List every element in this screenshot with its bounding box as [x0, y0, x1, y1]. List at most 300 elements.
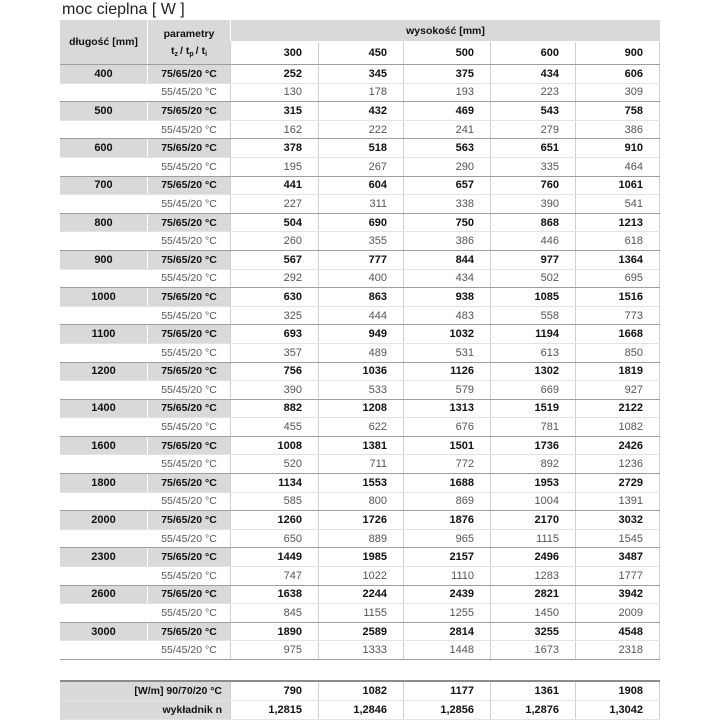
summary-table [60, 680, 660, 720]
value-cell: 1777 [575, 567, 660, 585]
param-cell: 75/65/20 °C [148, 214, 230, 232]
value-cell: 650 [230, 530, 318, 548]
length-cell: 1400 [60, 400, 148, 418]
value-cell: 223 [490, 84, 575, 102]
length-cell: 800 [60, 214, 148, 232]
value-cell: 2122 [575, 400, 660, 418]
value-cell: 772 [403, 455, 490, 473]
table-row-55-45-20 [60, 121, 660, 139]
value-cell: 1134 [230, 474, 318, 492]
value-cell: 1876 [403, 511, 490, 529]
value-cell: 386 [403, 232, 490, 250]
height-header-450: 450 [318, 42, 403, 64]
value-cell: 2439 [403, 586, 490, 604]
length-cell-empty [60, 604, 148, 622]
param-cell: 55/45/20 °C [161, 495, 217, 508]
value-cell: 927 [575, 381, 660, 399]
value-cell: 1391 [575, 493, 660, 511]
value-cell: 1110 [403, 567, 490, 585]
value-cell: 869 [403, 493, 490, 511]
value-cell: 2009 [575, 604, 660, 622]
table-row-group [60, 213, 660, 250]
value-cell: 579 [403, 381, 490, 399]
value-cell: 613 [490, 344, 575, 362]
table-row-55-45-20 [60, 530, 660, 548]
value-cell: 338 [403, 195, 490, 213]
summary-value-cell: 1908 [575, 682, 660, 700]
param-cell: 55/45/20 °C [161, 383, 217, 396]
value-cell: 315 [230, 102, 318, 120]
value-cell: 518 [318, 139, 403, 157]
value-cell: 441 [230, 177, 318, 195]
table-row-group [60, 622, 660, 659]
param-cell: 75/65/20 °C [148, 511, 230, 529]
value-cell: 260 [230, 232, 318, 250]
summary-label: wykładnik n [60, 701, 230, 719]
table-row-group [60, 510, 660, 547]
table-row-75-65-20 [60, 474, 660, 493]
value-cell: 3942 [575, 586, 660, 604]
value-cell: 4548 [575, 623, 660, 641]
length-cell-empty [60, 641, 148, 659]
value-cell: 2821 [490, 586, 575, 604]
table-row-55-45-20 [60, 567, 660, 585]
param-cell: 75/65/20 °C [148, 177, 230, 195]
param-symbol: t [185, 44, 190, 57]
value-cell: 1302 [490, 363, 575, 381]
table-row-group [60, 101, 660, 138]
param-header [148, 20, 230, 64]
length-cell-empty [60, 381, 148, 399]
value-cell: 533 [318, 381, 403, 399]
value-cell: 1283 [490, 567, 575, 585]
length-cell-empty [60, 418, 148, 436]
value-cell: 2496 [490, 548, 575, 566]
value-cell: 690 [318, 214, 403, 232]
param-header-label: parametry [163, 27, 215, 40]
table-row-group [60, 250, 660, 287]
value-cell: 483 [403, 307, 490, 325]
value-cell: 3487 [575, 548, 660, 566]
value-cell: 758 [575, 102, 660, 120]
value-cell: 1553 [318, 474, 403, 492]
value-cell: 195 [230, 158, 318, 176]
value-cell: 193 [403, 84, 490, 102]
length-cell-empty [60, 270, 148, 288]
value-cell: 1194 [490, 325, 575, 343]
value-cell: 434 [403, 270, 490, 288]
table-row-55-45-20 [60, 84, 660, 102]
value-cell: 882 [230, 400, 318, 418]
value-cell: 622 [318, 418, 403, 436]
table-row-75-65-20 [60, 288, 660, 307]
value-cell: 1313 [403, 400, 490, 418]
table-row-75-65-20 [60, 623, 660, 642]
param-cell: 55/45/20 °C [161, 235, 217, 248]
value-cell: 355 [318, 232, 403, 250]
param-sub-i: i [205, 50, 208, 58]
value-cell: 2244 [318, 586, 403, 604]
value-cell: 444 [318, 307, 403, 325]
value-cell: 290 [403, 158, 490, 176]
value-cell: 390 [230, 381, 318, 399]
param-cell: 55/45/20 °C [161, 644, 217, 657]
value-cell: 781 [490, 418, 575, 436]
table-row-75-65-20 [60, 586, 660, 605]
value-cell: 1115 [490, 530, 575, 548]
param-cell: 75/65/20 °C [148, 325, 230, 343]
value-cell: 309 [575, 84, 660, 102]
value-cell: 1260 [230, 511, 318, 529]
value-cell: 567 [230, 251, 318, 269]
value-cell: 1545 [575, 530, 660, 548]
value-cell: 130 [230, 84, 318, 102]
param-cell: 75/65/20 °C [148, 363, 230, 381]
length-cell-empty [60, 307, 148, 325]
table-row-75-65-20 [60, 177, 660, 196]
value-cell: 2157 [403, 548, 490, 566]
param-cell: 55/45/20 °C [161, 421, 217, 434]
value-cell: 1022 [318, 567, 403, 585]
param-cell: 75/65/20 °C [148, 474, 230, 492]
value-cell: 541 [575, 195, 660, 213]
table-row-75-65-20 [60, 251, 660, 270]
height-header: wysokość [mm] [230, 20, 660, 42]
table-row-75-65-20 [60, 437, 660, 456]
param-symbol: t [201, 44, 206, 57]
length-cell: 700 [60, 177, 148, 195]
value-cell: 845 [230, 604, 318, 622]
value-cell: 800 [318, 493, 403, 511]
value-cell: 345 [318, 65, 403, 83]
table-row-55-45-20 [60, 158, 660, 176]
value-cell: 868 [490, 214, 575, 232]
table-row-group [60, 399, 660, 436]
value-cell: 693 [230, 325, 318, 343]
param-cell: 75/65/20 °C [148, 548, 230, 566]
table-row-75-65-20 [60, 548, 660, 567]
value-cell: 1519 [490, 400, 575, 418]
value-cell: 938 [403, 288, 490, 306]
value-cell: 1061 [575, 177, 660, 195]
value-cell: 844 [403, 251, 490, 269]
length-cell: 1600 [60, 437, 148, 455]
param-cell: 75/65/20 °C [148, 437, 230, 455]
value-cell: 1688 [403, 474, 490, 492]
param-cell: 55/45/20 °C [161, 86, 217, 99]
table-body [60, 64, 660, 660]
value-cell: 1516 [575, 288, 660, 306]
value-cell: 1333 [318, 641, 403, 659]
value-cell: 1985 [318, 548, 403, 566]
value-cell: 1155 [318, 604, 403, 622]
value-cell: 1032 [403, 325, 490, 343]
param-cell: 55/45/20 °C [161, 569, 217, 582]
value-cell: 965 [403, 530, 490, 548]
value-cell: 630 [230, 288, 318, 306]
param-cell: 75/65/20 °C [148, 288, 230, 306]
param-cell: 55/45/20 °C [161, 607, 217, 620]
table-row-group [60, 362, 660, 399]
value-cell: 563 [403, 139, 490, 157]
value-cell: 267 [318, 158, 403, 176]
length-header: długość [mm] [60, 20, 148, 64]
param-separator: / [179, 44, 183, 57]
table-row-group [60, 585, 660, 622]
value-cell: 1082 [575, 418, 660, 436]
value-cell: 1819 [575, 363, 660, 381]
value-cell: 889 [318, 530, 403, 548]
length-cell: 2300 [60, 548, 148, 566]
value-cell: 1213 [575, 214, 660, 232]
value-cell: 949 [318, 325, 403, 343]
param-cell: 55/45/20 °C [161, 160, 217, 173]
length-cell: 1100 [60, 325, 148, 343]
value-cell: 1085 [490, 288, 575, 306]
length-cell: 600 [60, 139, 148, 157]
value-cell: 585 [230, 493, 318, 511]
table-row-55-45-20 [60, 195, 660, 213]
value-cell: 292 [230, 270, 318, 288]
summary-value-cell: 1,2876 [490, 701, 575, 719]
summary-value-cell: 1,3042 [575, 701, 660, 719]
table-row-group [60, 287, 660, 324]
length-cell-empty [60, 195, 148, 213]
table-row-55-45-20 [60, 270, 660, 288]
value-cell: 2426 [575, 437, 660, 455]
table-row-group [60, 473, 660, 510]
param-cell: 55/45/20 °C [161, 532, 217, 545]
table-row-75-65-20 [60, 102, 660, 121]
value-cell: 1668 [575, 325, 660, 343]
summary-label: [W/m] 90/70/20 °C [60, 682, 230, 700]
length-cell: 500 [60, 102, 148, 120]
value-cell: 502 [490, 270, 575, 288]
value-cell: 504 [230, 214, 318, 232]
value-cell: 162 [230, 121, 318, 139]
length-cell: 1000 [60, 288, 148, 306]
height-header-500: 500 [403, 42, 490, 64]
table-row-55-45-20 [60, 493, 660, 511]
param-cell: 75/65/20 °C [148, 400, 230, 418]
value-cell: 1450 [490, 604, 575, 622]
value-cell: 325 [230, 307, 318, 325]
param-sub-p: p [189, 50, 194, 58]
table-row-55-45-20 [60, 418, 660, 436]
table-row-group [60, 176, 660, 213]
length-cell: 2000 [60, 511, 148, 529]
length-cell: 1200 [60, 363, 148, 381]
value-cell: 1381 [318, 437, 403, 455]
value-cell: 455 [230, 418, 318, 436]
value-cell: 464 [575, 158, 660, 176]
height-header-group [230, 20, 660, 64]
length-cell: 400 [60, 65, 148, 83]
summary-value-cell: 1361 [490, 682, 575, 700]
value-cell: 1364 [575, 251, 660, 269]
length-cell: 3000 [60, 623, 148, 641]
value-cell: 432 [318, 102, 403, 120]
table-row-group [60, 547, 660, 584]
value-cell: 390 [490, 195, 575, 213]
value-cell: 2589 [318, 623, 403, 641]
summary-row [60, 682, 660, 701]
value-cell: 222 [318, 121, 403, 139]
value-cell: 178 [318, 84, 403, 102]
value-cell: 469 [403, 102, 490, 120]
length-cell-empty [60, 232, 148, 250]
table-row-75-65-20 [60, 363, 660, 382]
value-cell: 977 [490, 251, 575, 269]
value-cell: 651 [490, 139, 575, 157]
param-cell: 55/45/20 °C [161, 309, 217, 322]
param-cell: 55/45/20 °C [161, 458, 217, 471]
value-cell: 1255 [403, 604, 490, 622]
param-separator: / [195, 44, 199, 57]
value-cell: 357 [230, 344, 318, 362]
value-cell: 2318 [575, 641, 660, 659]
value-cell: 892 [490, 455, 575, 473]
value-cell: 400 [318, 270, 403, 288]
value-cell: 1726 [318, 511, 403, 529]
summary-value-cell: 1,2815 [230, 701, 318, 719]
length-cell-empty [60, 455, 148, 473]
length-cell: 1800 [60, 474, 148, 492]
height-header-600: 600 [490, 42, 575, 64]
value-cell: 1036 [318, 363, 403, 381]
param-cell: 75/65/20 °C [148, 623, 230, 641]
value-cell: 3255 [490, 623, 575, 641]
length-cell-empty [60, 158, 148, 176]
length-cell-empty [60, 121, 148, 139]
param-cell: 75/65/20 °C [148, 65, 230, 83]
value-cell: 1208 [318, 400, 403, 418]
value-cell: 375 [403, 65, 490, 83]
value-cell: 520 [230, 455, 318, 473]
param-cell: 55/45/20 °C [161, 272, 217, 285]
table-row-75-65-20 [60, 400, 660, 419]
summary-value-cell: 1,2856 [403, 701, 490, 719]
value-cell: 558 [490, 307, 575, 325]
value-cell: 1126 [403, 363, 490, 381]
table-row-75-65-20 [60, 65, 660, 84]
table-row-group [60, 138, 660, 175]
value-cell: 279 [490, 121, 575, 139]
value-cell: 1638 [230, 586, 318, 604]
height-values-row [230, 42, 660, 64]
table-row-group [60, 436, 660, 473]
value-cell: 434 [490, 65, 575, 83]
param-cell: 75/65/20 °C [148, 102, 230, 120]
param-cell: 75/65/20 °C [148, 586, 230, 604]
value-cell: 1673 [490, 641, 575, 659]
summary-value-cell: 790 [230, 682, 318, 700]
length-cell-empty [60, 493, 148, 511]
value-cell: 3032 [575, 511, 660, 529]
summary-row [60, 701, 660, 720]
value-cell: 227 [230, 195, 318, 213]
value-cell: 543 [490, 102, 575, 120]
table-row-55-45-20 [60, 455, 660, 473]
table-row-group [60, 324, 660, 361]
value-cell: 335 [490, 158, 575, 176]
table-row-55-45-20 [60, 604, 660, 622]
param-cell: 55/45/20 °C [161, 346, 217, 359]
summary-value-cell: 1082 [318, 682, 403, 700]
length-cell-empty [60, 84, 148, 102]
length-cell: 2600 [60, 586, 148, 604]
table-row-75-65-20 [60, 139, 660, 158]
value-cell: 657 [403, 177, 490, 195]
length-cell: 900 [60, 251, 148, 269]
page-title: moc cieplna [ W ] [62, 1, 185, 18]
table-row-55-45-20 [60, 344, 660, 362]
value-cell: 378 [230, 139, 318, 157]
summary-value-cell: 1,2846 [318, 701, 403, 719]
param-sub-z: z [174, 50, 178, 58]
value-cell: 676 [403, 418, 490, 436]
value-cell: 773 [575, 307, 660, 325]
length-cell-empty [60, 530, 148, 548]
value-cell: 850 [575, 344, 660, 362]
param-cell: 75/65/20 °C [148, 139, 230, 157]
value-cell: 618 [575, 232, 660, 250]
heat-output-table [60, 20, 660, 660]
table-row-75-65-20 [60, 214, 660, 233]
value-cell: 750 [403, 214, 490, 232]
value-cell: 2729 [575, 474, 660, 492]
value-cell: 446 [490, 232, 575, 250]
value-cell: 606 [575, 65, 660, 83]
height-header-300: 300 [230, 42, 318, 64]
summary-value-cell: 1177 [403, 682, 490, 700]
value-cell: 975 [230, 641, 318, 659]
value-cell: 756 [230, 363, 318, 381]
value-cell: 531 [403, 344, 490, 362]
param-header-symbols [171, 45, 207, 57]
table-row-group [60, 64, 660, 101]
param-cell: 75/65/20 °C [148, 251, 230, 269]
value-cell: 386 [575, 121, 660, 139]
value-cell: 669 [490, 381, 575, 399]
value-cell: 695 [575, 270, 660, 288]
param-cell: 55/45/20 °C [161, 123, 217, 136]
value-cell: 910 [575, 139, 660, 157]
table-row-55-45-20 [60, 381, 660, 399]
value-cell: 1236 [575, 455, 660, 473]
value-cell: 1736 [490, 437, 575, 455]
value-cell: 747 [230, 567, 318, 585]
value-cell: 863 [318, 288, 403, 306]
table-row-75-65-20 [60, 511, 660, 530]
param-cell: 55/45/20 °C [161, 197, 217, 210]
value-cell: 1448 [403, 641, 490, 659]
table-header [60, 20, 660, 64]
value-cell: 489 [318, 344, 403, 362]
value-cell: 1004 [490, 493, 575, 511]
value-cell: 1501 [403, 437, 490, 455]
value-cell: 760 [490, 177, 575, 195]
length-cell-empty [60, 567, 148, 585]
value-cell: 1008 [230, 437, 318, 455]
table-row-75-65-20 [60, 325, 660, 344]
value-cell: 1890 [230, 623, 318, 641]
value-cell: 1449 [230, 548, 318, 566]
table-row-55-45-20 [60, 641, 660, 659]
table-row-55-45-20 [60, 307, 660, 325]
value-cell: 2170 [490, 511, 575, 529]
height-header-900: 900 [575, 42, 660, 64]
